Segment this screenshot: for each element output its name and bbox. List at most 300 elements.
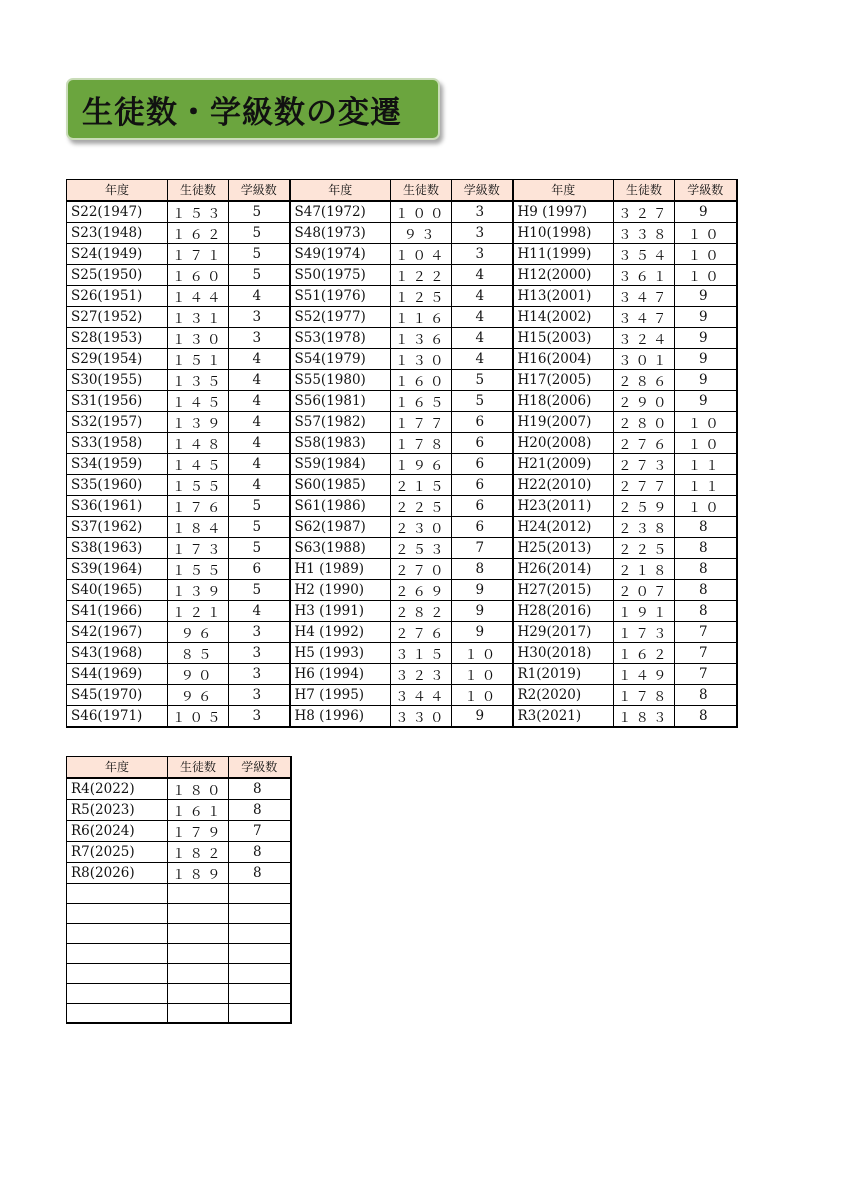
year-cell: H9 (1997) <box>513 201 614 223</box>
year-cell: S44(1969) <box>67 663 168 684</box>
students-cell: １３９ <box>168 411 229 432</box>
students-cell: １２１ <box>168 600 229 621</box>
year-cell: H17(2005) <box>513 369 614 390</box>
students-cell: １８０ <box>168 778 229 800</box>
year-cell: S55(1980) <box>290 369 391 390</box>
students-cell: １５５ <box>168 474 229 495</box>
year-cell: S38(1963) <box>67 537 168 558</box>
students-cell: １２２ <box>391 264 452 285</box>
year-cell: H26(2014) <box>513 558 614 579</box>
year-cell: S61(1986) <box>290 495 391 516</box>
table-row <box>67 390 737 411</box>
table-row <box>67 943 291 963</box>
students-cell: ２７０ <box>391 558 452 579</box>
year-cell: H15(2003) <box>513 327 614 348</box>
students-cell: ２７６ <box>391 621 452 642</box>
students-cell: １３０ <box>168 327 229 348</box>
students-cell: １８４ <box>168 516 229 537</box>
students-cell: ２７３ <box>614 453 675 474</box>
classes-cell <box>229 923 291 943</box>
students-cell: ２６９ <box>391 579 452 600</box>
year-cell: H14(2002) <box>513 306 614 327</box>
table-row <box>67 923 291 943</box>
classes-header: 学級数 <box>675 180 737 201</box>
students-cell: ９３ <box>391 222 452 243</box>
table-row <box>67 963 291 983</box>
students-cell: １６１ <box>168 799 229 820</box>
year-cell: S24(1949) <box>67 243 168 264</box>
classes-cell: 9 <box>675 285 737 306</box>
classes-cell: 4 <box>229 369 290 390</box>
students-cell: １０５ <box>168 705 229 727</box>
classes-cell: 3 <box>229 327 290 348</box>
classes-cell <box>229 883 291 903</box>
students-cell: １６５ <box>391 390 452 411</box>
year-cell: S37(1962) <box>67 516 168 537</box>
classes-cell: 5 <box>229 495 290 516</box>
table-row <box>67 820 291 841</box>
table-row <box>67 432 737 453</box>
students-cell: １５３ <box>168 201 229 223</box>
year-cell: H3 (1991) <box>290 600 391 621</box>
year-cell: R8(2026) <box>67 862 168 883</box>
table-row <box>67 264 737 285</box>
students-cell: １６２ <box>614 642 675 663</box>
year-cell: S51(1976) <box>290 285 391 306</box>
year-cell: R3(2021) <box>513 705 614 727</box>
students-header: 生徒数 <box>168 757 229 778</box>
students-cell: １４９ <box>614 663 675 684</box>
classes-cell: 5 <box>229 516 290 537</box>
classes-cell: 5 <box>229 243 290 264</box>
students-cell <box>168 883 229 903</box>
year-cell: S50(1975) <box>290 264 391 285</box>
students-cell: ３１５ <box>391 642 452 663</box>
table-row <box>67 684 737 705</box>
classes-cell: 4 <box>452 306 513 327</box>
year-cell: H24(2012) <box>513 516 614 537</box>
students-cell: ２５９ <box>614 495 675 516</box>
main-data-table <box>66 179 738 728</box>
students-cell: １４５ <box>168 453 229 474</box>
students-cell: １２５ <box>391 285 452 306</box>
classes-cell: 9 <box>452 579 513 600</box>
table-row <box>67 705 737 727</box>
year-cell: S33(1958) <box>67 432 168 453</box>
year-cell: S62(1987) <box>290 516 391 537</box>
students-cell <box>168 943 229 963</box>
students-cell: ３３０ <box>391 705 452 727</box>
classes-cell: 3 <box>452 222 513 243</box>
title-banner <box>66 78 440 140</box>
year-cell: S34(1959) <box>67 453 168 474</box>
classes-header: 学級数 <box>229 757 291 778</box>
year-cell: H19(2007) <box>513 411 614 432</box>
students-cell: １７３ <box>168 537 229 558</box>
classes-cell: 6 <box>229 558 290 579</box>
classes-cell: 8 <box>675 600 737 621</box>
year-cell <box>67 1003 168 1023</box>
students-cell: １８２ <box>168 841 229 862</box>
classes-cell <box>229 943 291 963</box>
students-cell: ２８２ <box>391 600 452 621</box>
students-cell: １６２ <box>168 222 229 243</box>
year-cell: S36(1961) <box>67 495 168 516</box>
year-cell: R5(2023) <box>67 799 168 820</box>
page-title: 生徒数・学級数の変遷 <box>82 94 402 131</box>
classes-cell: 7 <box>675 642 737 663</box>
year-cell: S57(1982) <box>290 411 391 432</box>
students-cell: １７３ <box>614 621 675 642</box>
year-cell: H2 (1990) <box>290 579 391 600</box>
year-cell: S22(1947) <box>67 201 168 223</box>
year-cell: S26(1951) <box>67 285 168 306</box>
table-row <box>67 862 291 883</box>
classes-cell <box>229 1003 291 1023</box>
students-cell: ９６ <box>168 621 229 642</box>
year-cell: H29(2017) <box>513 621 614 642</box>
students-cell: １０４ <box>391 243 452 264</box>
students-cell: １８９ <box>168 862 229 883</box>
classes-cell: 5 <box>452 369 513 390</box>
year-cell: H10(1998) <box>513 222 614 243</box>
classes-cell: 4 <box>229 600 290 621</box>
classes-cell: 5 <box>229 222 290 243</box>
classes-cell: １１ <box>675 453 737 474</box>
classes-cell: 8 <box>229 778 291 800</box>
classes-cell: 9 <box>675 348 737 369</box>
table-row <box>67 474 737 495</box>
classes-cell <box>229 963 291 983</box>
year-cell: S40(1965) <box>67 579 168 600</box>
classes-cell: 4 <box>229 285 290 306</box>
classes-cell: 5 <box>229 579 290 600</box>
classes-cell: 9 <box>452 600 513 621</box>
classes-cell: 4 <box>452 327 513 348</box>
year-cell: H21(2009) <box>513 453 614 474</box>
year-cell: S47(1972) <box>290 201 391 223</box>
students-cell: １４４ <box>168 285 229 306</box>
classes-cell: 8 <box>675 516 737 537</box>
students-cell: ２２５ <box>614 537 675 558</box>
classes-cell <box>229 903 291 923</box>
classes-cell: 8 <box>675 579 737 600</box>
year-cell: S52(1977) <box>290 306 391 327</box>
year-cell: H30(2018) <box>513 642 614 663</box>
year-cell: H23(2011) <box>513 495 614 516</box>
year-cell: S48(1973) <box>290 222 391 243</box>
classes-cell: 8 <box>229 799 291 820</box>
year-cell: R1(2019) <box>513 663 614 684</box>
table-row <box>67 1003 291 1023</box>
classes-cell: 6 <box>452 453 513 474</box>
table-row <box>67 306 737 327</box>
students-cell <box>168 1003 229 1023</box>
classes-cell: 4 <box>229 390 290 411</box>
students-cell: １４５ <box>168 390 229 411</box>
students-cell: ３４４ <box>391 684 452 705</box>
classes-cell: 5 <box>229 537 290 558</box>
year-cell: S43(1968) <box>67 642 168 663</box>
table-row <box>67 348 737 369</box>
students-cell: １９６ <box>391 453 452 474</box>
classes-cell <box>229 983 291 1003</box>
classes-cell: 9 <box>675 390 737 411</box>
classes-cell: １０ <box>675 495 737 516</box>
students-cell: ２８６ <box>614 369 675 390</box>
classes-cell: １０ <box>675 411 737 432</box>
table-row <box>67 642 737 663</box>
students-cell: ２９０ <box>614 390 675 411</box>
year-cell: H4 (1992) <box>290 621 391 642</box>
year-cell: H6 (1994) <box>290 663 391 684</box>
table-row <box>67 243 737 264</box>
year-header: 年度 <box>513 180 614 201</box>
year-cell: S27(1952) <box>67 306 168 327</box>
classes-cell: 4 <box>229 348 290 369</box>
students-cell: １７９ <box>168 820 229 841</box>
year-cell: S32(1957) <box>67 411 168 432</box>
students-cell: １７８ <box>614 684 675 705</box>
classes-cell: １０ <box>675 222 737 243</box>
table-row <box>67 903 291 923</box>
year-cell: H27(2015) <box>513 579 614 600</box>
year-cell: H1 (1989) <box>290 558 391 579</box>
table-row <box>67 453 737 474</box>
table-row <box>67 621 737 642</box>
students-cell: ２５３ <box>391 537 452 558</box>
students-cell: ２１８ <box>614 558 675 579</box>
year-cell: H5 (1993) <box>290 642 391 663</box>
students-cell: ３３８ <box>614 222 675 243</box>
classes-cell: 4 <box>452 348 513 369</box>
students-cell: ３６１ <box>614 264 675 285</box>
year-cell: H16(2004) <box>513 348 614 369</box>
year-cell: S42(1967) <box>67 621 168 642</box>
students-cell: １３１ <box>168 306 229 327</box>
classes-cell: 6 <box>452 474 513 495</box>
students-cell: １５５ <box>168 558 229 579</box>
students-cell: ２２５ <box>391 495 452 516</box>
students-cell: １１６ <box>391 306 452 327</box>
year-cell: H11(1999) <box>513 243 614 264</box>
students-cell: ２０７ <box>614 579 675 600</box>
year-cell: H25(2013) <box>513 537 614 558</box>
year-cell <box>67 923 168 943</box>
students-cell: ２３０ <box>391 516 452 537</box>
year-cell: H20(2008) <box>513 432 614 453</box>
table-header-row <box>67 757 291 778</box>
year-cell: S25(1950) <box>67 264 168 285</box>
year-cell: S45(1970) <box>67 684 168 705</box>
classes-cell: 6 <box>452 495 513 516</box>
classes-cell: 8 <box>675 705 737 727</box>
table-row <box>67 285 737 306</box>
table-row <box>67 663 737 684</box>
students-cell: １６０ <box>391 369 452 390</box>
year-cell: S29(1954) <box>67 348 168 369</box>
classes-cell: １０ <box>675 432 737 453</box>
students-cell: ３２３ <box>391 663 452 684</box>
students-cell: １６０ <box>168 264 229 285</box>
classes-cell: 3 <box>229 705 290 727</box>
students-cell: ８５ <box>168 642 229 663</box>
year-cell: S54(1979) <box>290 348 391 369</box>
year-header: 年度 <box>290 180 391 201</box>
table-row <box>67 600 737 621</box>
classes-cell: 4 <box>452 264 513 285</box>
classes-cell: 3 <box>229 684 290 705</box>
students-cell <box>168 983 229 1003</box>
year-cell: S49(1974) <box>290 243 391 264</box>
year-cell: H13(2001) <box>513 285 614 306</box>
year-header: 年度 <box>67 757 168 778</box>
students-cell: １３９ <box>168 579 229 600</box>
classes-header: 学級数 <box>229 180 290 201</box>
table-row <box>67 558 737 579</box>
classes-cell: 6 <box>452 411 513 432</box>
year-cell: S35(1960) <box>67 474 168 495</box>
students-cell <box>168 963 229 983</box>
classes-cell: 4 <box>229 453 290 474</box>
classes-cell: １０ <box>452 642 513 663</box>
students-cell: １７８ <box>391 432 452 453</box>
year-cell: H12(2000) <box>513 264 614 285</box>
classes-cell: 8 <box>229 841 291 862</box>
year-cell: S23(1948) <box>67 222 168 243</box>
classes-cell: 3 <box>229 306 290 327</box>
students-cell: ９０ <box>168 663 229 684</box>
classes-cell: 3 <box>452 201 513 223</box>
students-cell: １７１ <box>168 243 229 264</box>
year-header: 年度 <box>67 180 168 201</box>
year-cell: H8 (1996) <box>290 705 391 727</box>
classes-cell: 3 <box>452 243 513 264</box>
classes-cell: 5 <box>229 201 290 223</box>
classes-cell: １０ <box>452 663 513 684</box>
classes-cell: 3 <box>229 621 290 642</box>
classes-cell: 4 <box>452 285 513 306</box>
year-cell <box>67 903 168 923</box>
table-row <box>67 201 737 223</box>
students-cell: １５１ <box>168 348 229 369</box>
classes-cell: １１ <box>675 474 737 495</box>
students-header: 生徒数 <box>614 180 675 201</box>
year-cell: R7(2025) <box>67 841 168 862</box>
students-cell: ２３８ <box>614 516 675 537</box>
classes-cell: 6 <box>452 516 513 537</box>
table-row <box>67 495 737 516</box>
students-cell: １７６ <box>168 495 229 516</box>
classes-cell: 9 <box>452 705 513 727</box>
classes-cell: 8 <box>675 537 737 558</box>
classes-cell: 9 <box>675 369 737 390</box>
students-cell: １３６ <box>391 327 452 348</box>
continuation-data-table <box>66 756 292 1024</box>
table-row <box>67 369 737 390</box>
students-cell: ２７７ <box>614 474 675 495</box>
students-cell <box>168 923 229 943</box>
students-cell: １８３ <box>614 705 675 727</box>
students-cell: ３４７ <box>614 285 675 306</box>
classes-cell: 4 <box>229 411 290 432</box>
classes-cell: 8 <box>229 862 291 883</box>
students-cell: １３５ <box>168 369 229 390</box>
year-cell <box>67 883 168 903</box>
students-cell: １７７ <box>391 411 452 432</box>
table-row <box>67 883 291 903</box>
classes-cell: 9 <box>675 327 737 348</box>
year-cell: S41(1966) <box>67 600 168 621</box>
table-row <box>67 841 291 862</box>
table-row <box>67 327 737 348</box>
year-cell: S31(1956) <box>67 390 168 411</box>
table-row <box>67 799 291 820</box>
year-cell: S46(1971) <box>67 705 168 727</box>
year-cell: R4(2022) <box>67 778 168 800</box>
classes-cell: 7 <box>675 663 737 684</box>
students-cell: ２１５ <box>391 474 452 495</box>
classes-cell: 3 <box>229 663 290 684</box>
year-cell: R2(2020) <box>513 684 614 705</box>
classes-cell: １０ <box>675 264 737 285</box>
year-cell: S56(1981) <box>290 390 391 411</box>
year-cell: S58(1983) <box>290 432 391 453</box>
students-cell: ３５４ <box>614 243 675 264</box>
year-cell: H18(2006) <box>513 390 614 411</box>
students-cell: ３２４ <box>614 327 675 348</box>
classes-cell: 3 <box>229 642 290 663</box>
classes-cell: １０ <box>452 684 513 705</box>
classes-cell: 7 <box>229 820 291 841</box>
students-cell: １４８ <box>168 432 229 453</box>
year-cell: S39(1964) <box>67 558 168 579</box>
year-cell: S59(1984) <box>290 453 391 474</box>
classes-cell: 4 <box>229 432 290 453</box>
table-row <box>67 778 291 800</box>
year-cell: R6(2024) <box>67 820 168 841</box>
classes-cell: 9 <box>675 306 737 327</box>
classes-cell: 7 <box>452 537 513 558</box>
table-row <box>67 983 291 1003</box>
students-cell: ３２７ <box>614 201 675 223</box>
students-cell <box>168 903 229 923</box>
year-cell: H28(2016) <box>513 600 614 621</box>
classes-cell: 6 <box>452 432 513 453</box>
year-cell: S28(1953) <box>67 327 168 348</box>
classes-cell: 5 <box>229 264 290 285</box>
classes-cell: 5 <box>452 390 513 411</box>
table-row <box>67 516 737 537</box>
classes-cell: １０ <box>675 243 737 264</box>
table-row <box>67 537 737 558</box>
table-row <box>67 222 737 243</box>
year-cell: H7 (1995) <box>290 684 391 705</box>
table-header-row <box>67 180 737 201</box>
students-cell: ２８０ <box>614 411 675 432</box>
classes-cell: 9 <box>452 621 513 642</box>
classes-cell: 9 <box>675 201 737 223</box>
students-cell: ３０１ <box>614 348 675 369</box>
year-cell <box>67 963 168 983</box>
classes-cell: 8 <box>452 558 513 579</box>
classes-header: 学級数 <box>452 180 513 201</box>
students-header: 生徒数 <box>391 180 452 201</box>
students-cell: １００ <box>391 201 452 223</box>
classes-cell: 7 <box>675 621 737 642</box>
year-cell: S60(1985) <box>290 474 391 495</box>
year-cell: S63(1988) <box>290 537 391 558</box>
